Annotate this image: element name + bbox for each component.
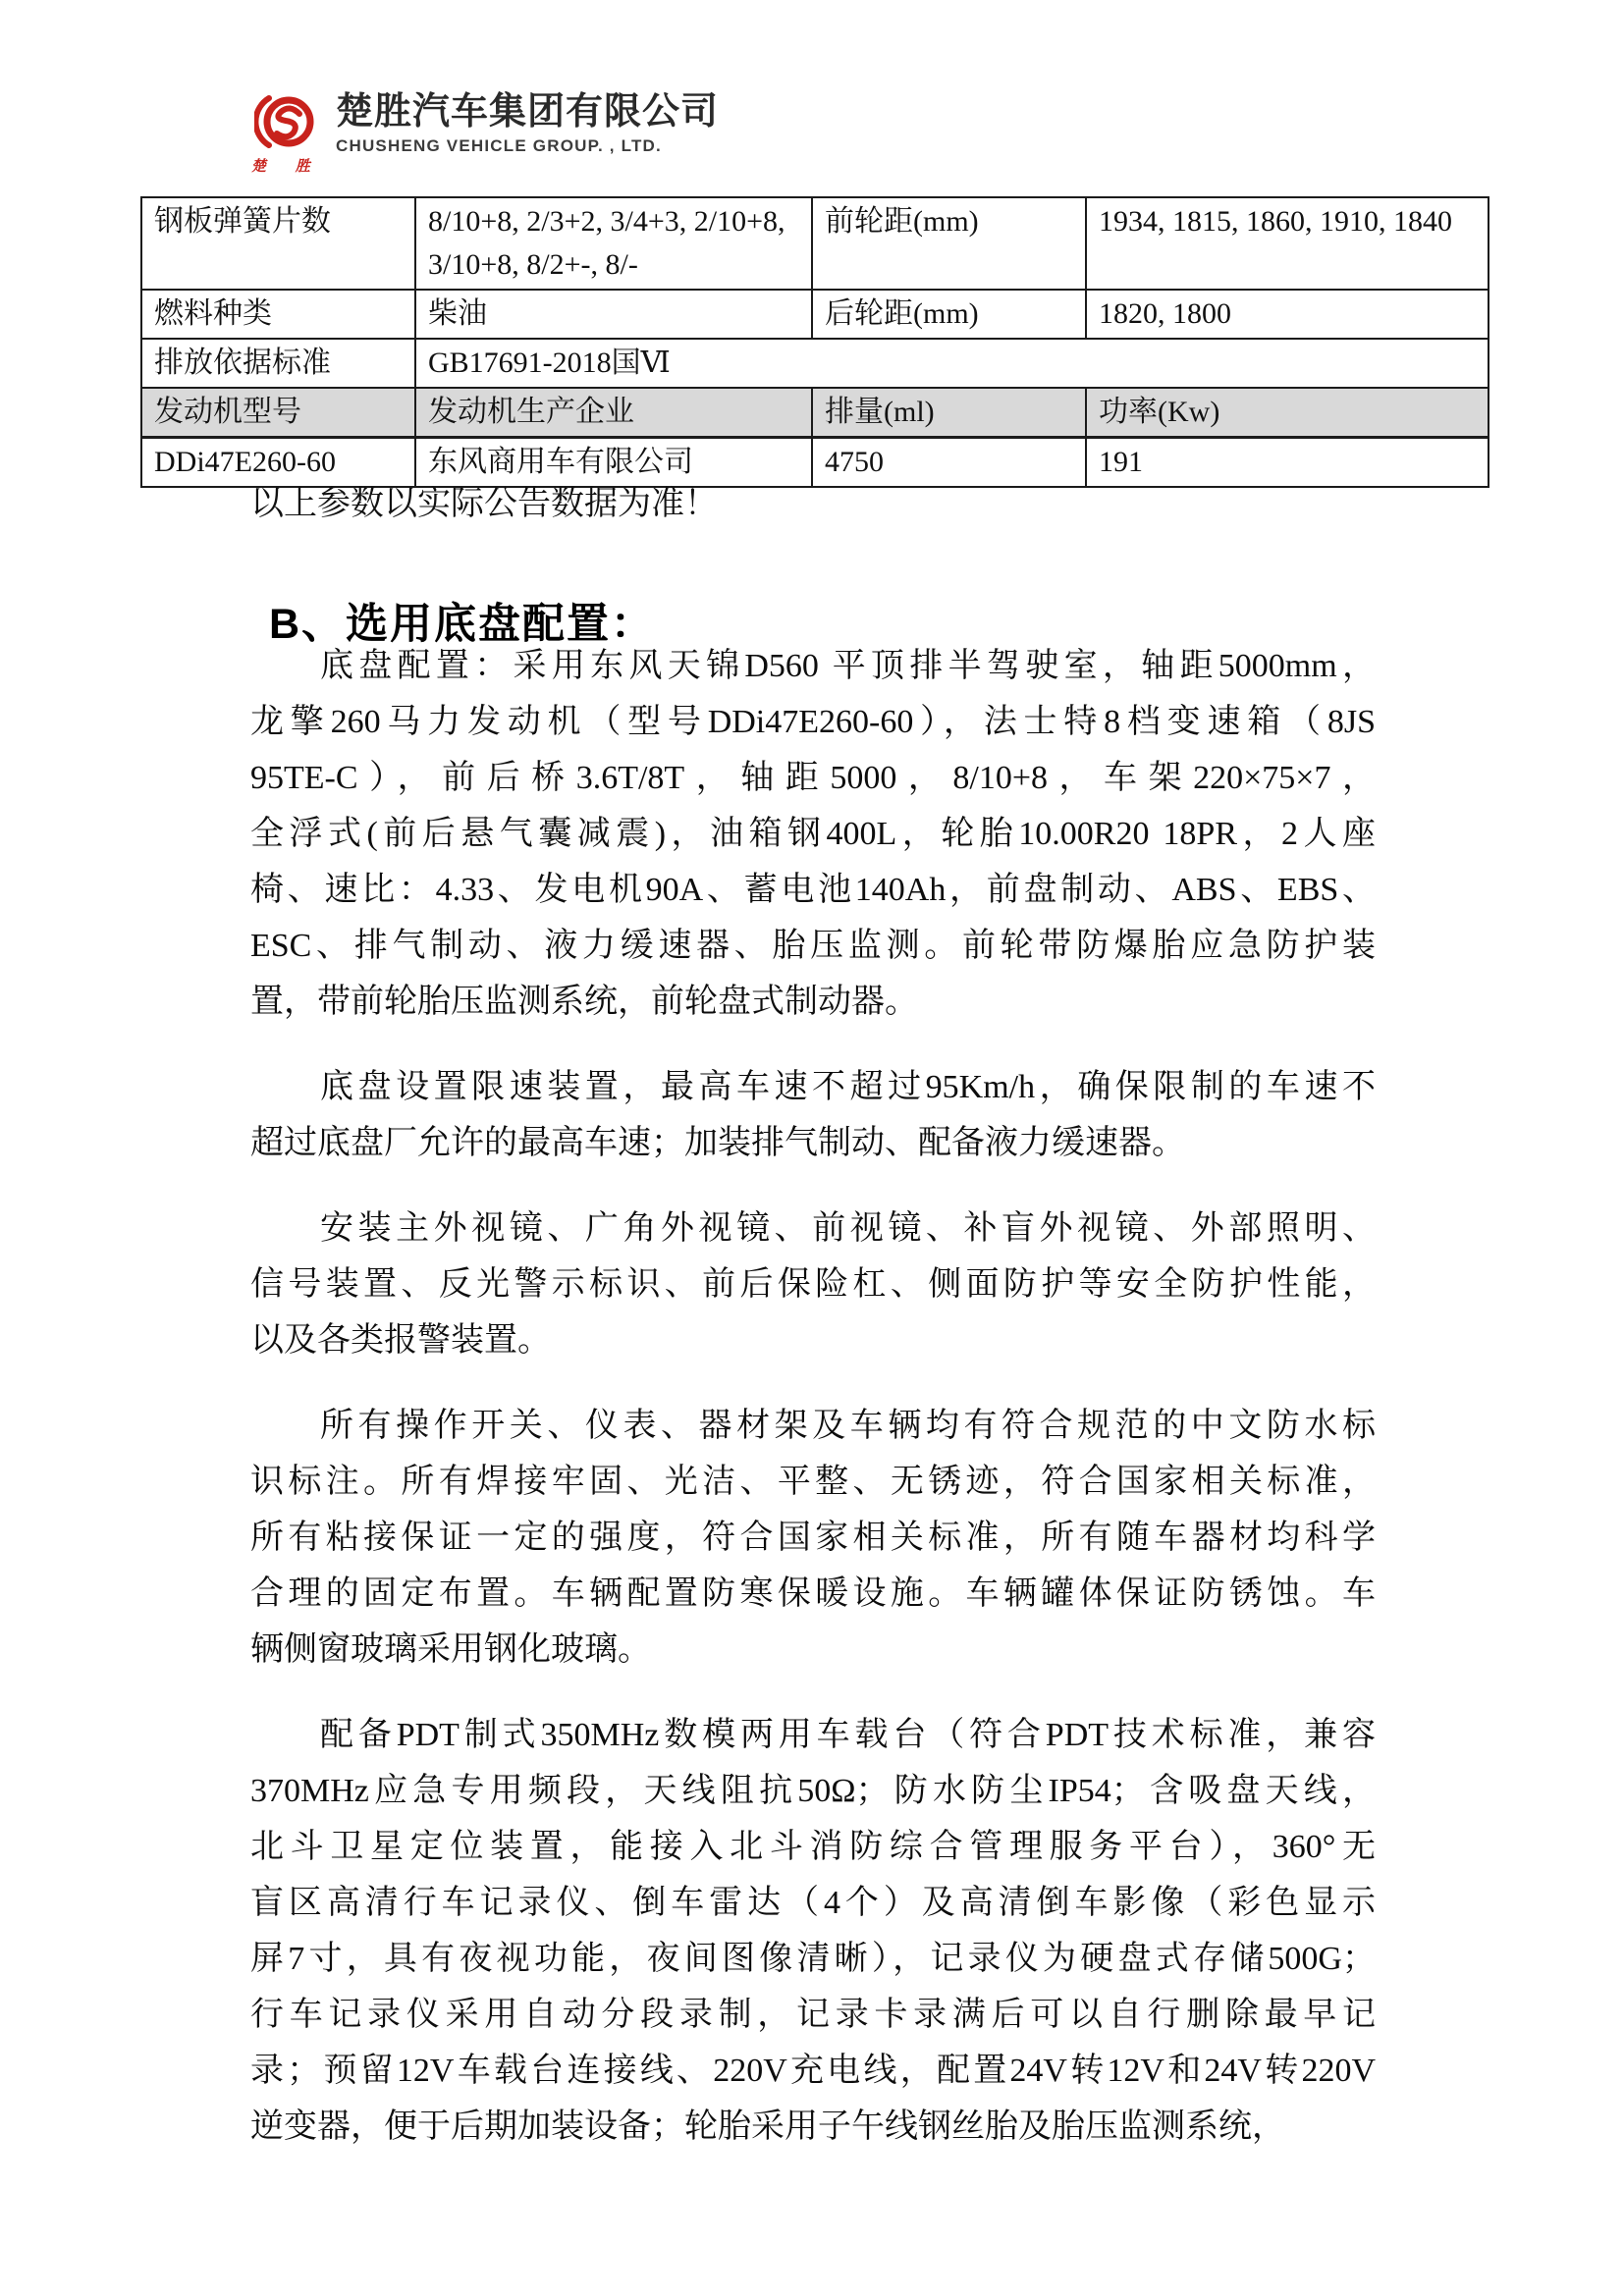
text-line: 以及各类报警装置。 [250,1322,551,1359]
text-line: 底盘配置：采用东风天锦D560 平顶排半驾驶室，轴距5000mm， [320,648,1376,684]
table-cell-value: 191 [1086,438,1489,488]
table-cell-label: 后轮距(mm) [812,290,1086,339]
text-line: 95TE-C），前后桥3.6T/8T，轴距5000，8/10+8，车架220×75×7， [250,760,1376,796]
logo-text [336,90,719,156]
text-line: 辆侧窗玻璃采用钢化玻璃。 [250,1631,651,1668]
text-line: 370MHz应急专用频段，天线阻抗50Ω；防水防尘IP54；含吸盘天线， [250,1773,1376,1809]
body-paragraphs [250,638,1376,2184]
text-line: 椅、速比：4.33、发电机90A、蓄电池140Ah，前盘制动、ABS、EBS、 [250,872,1376,908]
table-row-spring [141,197,1489,290]
text-line: 底盘设置限速装置，最高车速不超过95Km/h，确保限制的车速不 [320,1069,1376,1105]
text-line: 录；预留12V车载台连接线、220V充电线，配置24V转12V和24V转220V [250,2053,1376,2089]
table-note: 以上参数以实际公告数据为准！ [250,486,718,522]
table-cell-value: 柴油 [415,290,812,339]
paragraph [250,1398,1376,1678]
text-line: 盲区高清行车记录仪、倒车雷达（4个）及高清倒车影像（彩色显示 [250,1885,1376,1921]
logo-emblem-characters: 楚 胜 [251,159,323,175]
table-cell-label: 排放依据标准 [141,339,415,388]
paragraph [250,1201,1376,1368]
text-line: 所有操作开关、仪表、器材架及车辆均有符合规范的中文防水标 [320,1408,1376,1444]
table-cell-value: 1820, 1800 [1086,290,1489,339]
text-line: 安装主外视镜、广角外视镜、前视镜、补盲外视镜、外部照明、 [320,1210,1376,1247]
company-logo [251,90,719,176]
text-line: 合理的固定布置。车辆配置防寒保暖设施。车辆罐体保证防锈蚀。车 [250,1575,1376,1612]
table-cell-value: 4750 [812,438,1086,488]
table-cell-value: 东风商用车有限公司 [415,438,812,488]
table-cell-value: DDi47E260-60 [141,438,415,488]
logo-emblem [251,90,323,176]
text-line: 置，带前轮胎压监测系统，前轮盘式制动器。 [250,984,918,1020]
table-row-fuel [141,290,1489,339]
text-line: ESC、排气制动、液力缓速器、胎压监测。前轮带防爆胎应急防护装 [250,928,1376,964]
text-line: 信号装置、反光警示标识、前后保险杠、侧面防护等安全防护性能， [250,1266,1376,1303]
text-line: 识标注。所有焊接牢固、光洁、平整、无锈迹，符合国家相关标准， [250,1464,1376,1500]
text-line: 屏7寸，具有夜视功能，夜间图像清晰），记录仪为硬盘式存储500G； [250,1941,1376,1977]
text-line: 所有粘接保证一定的强度，符合国家相关标准，所有随车器材均科学 [250,1520,1376,1556]
table-row-engine-header [141,388,1489,438]
table-cell-value: 8/10+8, 2/3+2, 3/4+3, 2/10+8, 3/10+8, 8/2+-, 8/- [415,197,812,290]
table-cell-header: 发动机型号 [141,388,415,438]
text-line: 北斗卫星定位装置，能接入北斗消防综合管理服务平台），360°无 [250,1829,1376,1865]
text-line: 超过底盘厂允许的最高车速；加装排气制动、配备液力缓速器。 [250,1125,1185,1161]
table-cell-header: 功率(Kw) [1086,388,1489,438]
table-cell-value: GB17691-2018国Ⅵ [415,339,1489,388]
text-line: 配备PDT制式350MHz数模两用车载台（符合PDT技术标准，兼容 [320,1717,1376,1753]
table-cell-header: 发动机生产企业 [415,388,812,438]
text-line: 龙擎260马力发动机（型号DDi47E260-60），法士特8档变速箱（8JS [250,704,1376,740]
table-cell-label: 前轮距(mm) [812,197,1086,290]
table-cell-value: 1934, 1815, 1860, 1910, 1840 [1086,197,1489,290]
text-line: 逆变器，便于后期加装设备；轮胎采用子午线钢丝胎及胎压监测系统， [250,2109,1285,2145]
paragraph [250,638,1376,1030]
table-cell-label: 钢板弹簧片数 [141,197,415,290]
table-cell-header: 排量(ml) [812,388,1086,438]
paragraph [250,1707,1376,2155]
company-name-en: CHUSHENG VEHICLE GROUP. , LTD. [336,136,662,155]
logo-emblem-icon [254,90,317,153]
text-line: 全浮式(前后悬气囊减震)，油箱钢400L，轮胎10.00R20 18PR，2人座 [250,816,1376,852]
company-name-zh: 楚胜汽车集团有限公司 [336,91,720,133]
text-line: 行车记录仪采用自动分段录制，记录卡录满后可以自行删除最早记 [250,1997,1376,2033]
section-heading: B、选用底盘配置： [269,600,656,648]
table-cell-label: 燃料种类 [141,290,415,339]
table-row-emission [141,339,1489,388]
paragraph [250,1059,1376,1171]
spec-table [140,196,1489,488]
table-row-engine-data [141,438,1489,488]
